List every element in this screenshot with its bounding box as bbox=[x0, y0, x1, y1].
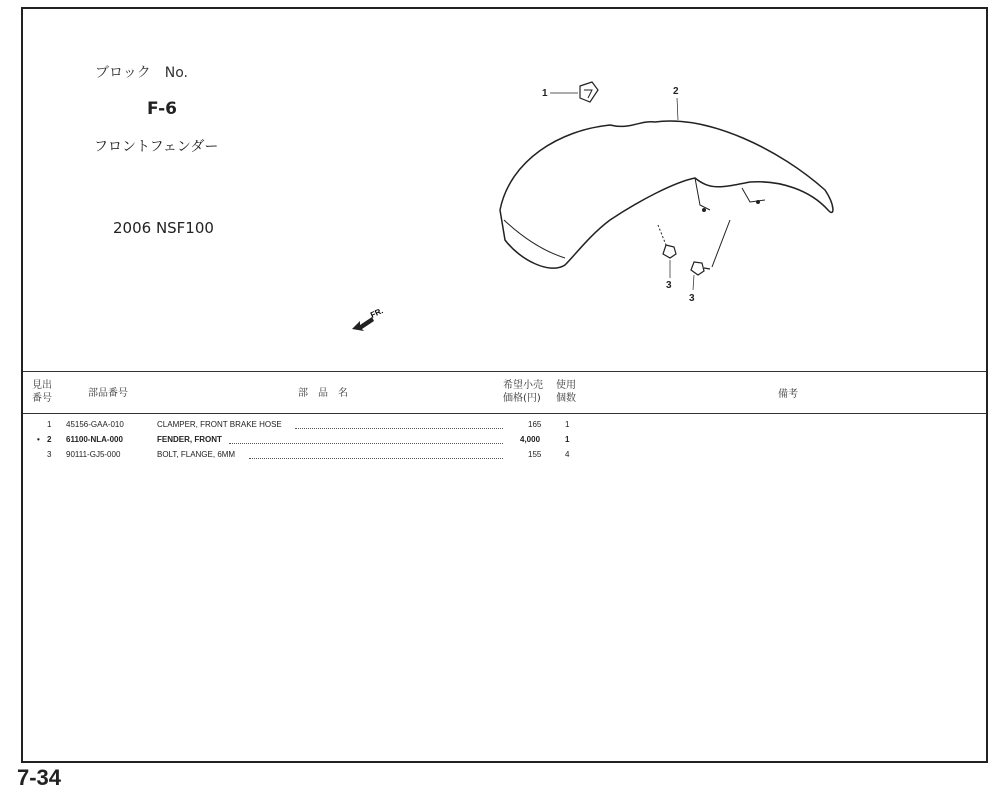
row-ref: 2 bbox=[47, 435, 52, 444]
table-top-rule bbox=[23, 371, 986, 372]
leader-dots bbox=[229, 435, 503, 444]
header-ref-no: 見出 番号 bbox=[32, 380, 52, 404]
callout-1: 1 bbox=[542, 88, 548, 99]
table-row bbox=[23, 420, 583, 434]
block-number: F-6 bbox=[147, 99, 177, 119]
bolt-drawing-1 bbox=[658, 225, 676, 258]
table-row bbox=[23, 435, 583, 449]
row-price: 165 bbox=[528, 420, 542, 429]
row-ref: 3 bbox=[47, 450, 52, 459]
row-part-name: FENDER, FRONT bbox=[157, 435, 222, 444]
table-header-rule bbox=[23, 413, 986, 414]
block-label: ブロック No. bbox=[95, 65, 188, 81]
callout-2: 2 bbox=[673, 86, 679, 97]
row-ref: 1 bbox=[47, 420, 52, 429]
row-qty: 4 bbox=[565, 450, 570, 459]
header-part-name: 部 品 名 bbox=[298, 388, 348, 399]
row-mark: • bbox=[37, 435, 40, 444]
leader-dots bbox=[249, 450, 503, 459]
direction-label: FR. bbox=[369, 306, 385, 320]
header-qty: 使用 個数 bbox=[556, 380, 576, 404]
row-price: 155 bbox=[528, 450, 542, 459]
bolt-drawing-2 bbox=[691, 220, 730, 275]
front-direction-arrow bbox=[350, 305, 400, 335]
row-price: 4,000 bbox=[520, 435, 541, 444]
model-name: 2006 NSF100 bbox=[113, 219, 214, 237]
parts-diagram bbox=[480, 70, 860, 320]
row-part-name: CLAMPER, FRONT BRAKE HOSE bbox=[157, 420, 282, 429]
header-remarks: 備考 bbox=[778, 389, 798, 400]
row-part-no: 90111-GJ5-000 bbox=[66, 450, 121, 459]
row-qty: 1 bbox=[565, 435, 570, 444]
clamper-drawing bbox=[580, 82, 598, 102]
header-part-no: 部品番号 bbox=[88, 388, 128, 399]
row-part-name: BOLT, FLANGE, 6MM bbox=[157, 450, 236, 459]
block-title: フロントフェンダー bbox=[94, 139, 219, 155]
row-part-no: 61100-NLA-000 bbox=[66, 435, 123, 444]
callout-3b: 3 bbox=[689, 293, 695, 304]
table-row bbox=[23, 450, 583, 464]
row-qty: 1 bbox=[565, 420, 570, 429]
header-price: 希望小売 価格(円) bbox=[503, 380, 543, 404]
callout-3a: 3 bbox=[666, 280, 672, 291]
page-number: 7-34 bbox=[17, 765, 62, 790]
row-part-no: 45156-GAA-010 bbox=[66, 420, 124, 429]
leader-dots bbox=[295, 420, 503, 429]
